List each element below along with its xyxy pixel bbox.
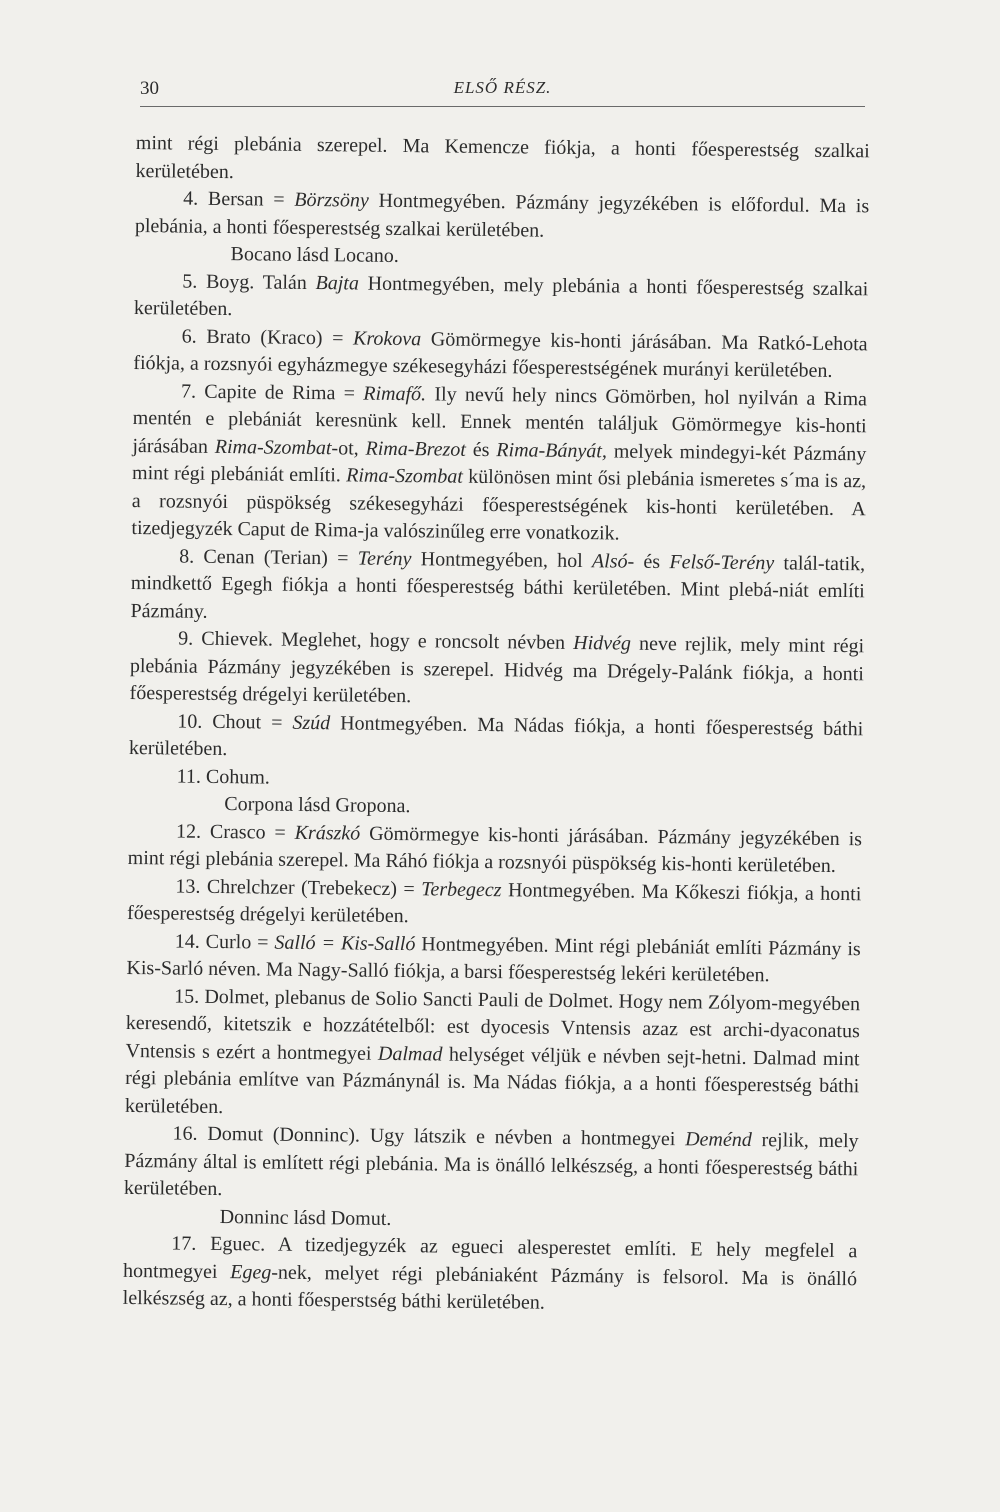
text-run: 9. Chievek. Meglehet, hogy e roncsolt névben — [178, 627, 574, 654]
header-rule — [140, 106, 865, 107]
text-run: Donninc lásd Domut. — [219, 1205, 392, 1230]
text-run: Hontmegyében. Ma Kőkeszi fiókja, a honti főesperestség drégelyi kerületében. — [126, 878, 862, 928]
text-run: Corpona lásd Gropona. — [224, 793, 411, 818]
paragraph — [126, 927, 861, 990]
text-run: 8. Cenan (Terian) = — [179, 545, 358, 570]
text-run: Hontmegyében. Ma Nádas fiókja, a honti főesperestség báthi kerületében. — [128, 711, 864, 761]
text-run: 5. Boyg. Talán — [182, 270, 316, 294]
paragraph — [135, 185, 870, 248]
text-run: Gömörmegye kis-honti járásában. Pázmány jegyzékében is mint régi plebánia szerepel. Ma Ráhó fiókja a rozsnyói püspökség kis-honti kerületében. — [127, 822, 863, 877]
text-run: Gömörmegye kis-honti járásában. Ma Ratkó-Lehota fiókja, a rozsnyói egyházmegye székesegyházi főesperestségének murányi kerületében. — [133, 327, 868, 382]
text-run: és — [634, 550, 670, 573]
italic-place-name: Rima-Bányát, — [496, 438, 608, 462]
paragraph — [127, 872, 862, 935]
italic-place-name: Bajta — [315, 271, 360, 295]
text-run: 4. Bersan = — [183, 187, 295, 211]
text-run: Ily nevű hely nincs Gömörben, hol nyilván a Rima mentén e plebániát keresnünk kell. Ennek mentén találjuk Gömörmegye kis-honti járásában — [132, 382, 868, 458]
text-run: 11. Cohum. — [176, 765, 270, 789]
italic-place-name: Börzsöny — [294, 188, 369, 212]
paragraph — [128, 817, 863, 880]
italic-place-name: Krászkó — [294, 821, 361, 845]
text-run: Hontmegyében. Mint régi plebániát említi Pázmány is Kis-Sarló néven. Ma Nagy-Salló fiókja, a barsi főesperestség lekéri kerületében. — [126, 932, 861, 987]
italic-place-name: Terbegecz — [421, 877, 502, 901]
italic-place-name: Egeg — [230, 1260, 272, 1284]
paragraph — [123, 1230, 858, 1321]
text-run: különösen mint ősi plebánia ismeretes s´ma is az, a rozsnyói püspökség székesegyházi főesperestségének kis-honti kerületében. A tizedjegyzék Caput de Rima-ja valószinűleg erre vonatkozik. — [131, 465, 867, 545]
italic-place-name: Salló = Kis-Salló — [274, 931, 416, 955]
text-run: Hontmegyében, hol — [411, 547, 593, 572]
text-run: Hontmegyében. Pázmány jegyzékében is előfordul. Ma is plebánia, a honti főesperestség szalkai kerületében. — [134, 189, 870, 242]
body-text — [123, 130, 870, 1321]
paragraph — [130, 542, 865, 633]
italic-place-name: Rimafő. — [363, 382, 427, 405]
text-run: Bocano lásd Locano. — [230, 243, 399, 267]
text-run: 17. Eguec. A tizedjegyzék az egueci alesperestet említi. E hely megfelel a hontmegyei — [122, 1232, 858, 1283]
italic-place-name: Rima-Szombat — [214, 435, 332, 459]
italic-place-name: Hidvég — [573, 631, 632, 655]
italic-place-name: Alsó- — [591, 549, 635, 573]
italic-place-name: Felső-Terény — [669, 550, 775, 574]
paragraph — [129, 707, 864, 770]
text-run: mint régi plebánia szerepel. Ma Kemencze fiókja, a honti főesperestség szalkai kerületében. — [135, 131, 870, 183]
text-run: -nek, melyet régi plebániaként Pázmány is felsorol. Ma is önálló lelkészség az, a honti főesperstség báthi kerületében. — [122, 1261, 858, 1314]
text-run: melyek mindegyi-két Pázmány mint régi plebániát említi. — [131, 439, 867, 487]
text-run: rejlik, mely Pázmány által is említett régi plebánia. Ma is önálló lelkészség, a honti főesperestség báthi kerületében. — [123, 1129, 859, 1201]
paragraph — [124, 1120, 859, 1211]
paragraph — [131, 377, 867, 550]
italic-place-name: Dalmad — [377, 1042, 443, 1066]
paragraph — [135, 130, 870, 193]
text-run: 13. Chrelchzer (Trebekecz) = — [175, 874, 422, 900]
text-run: 10. Chout = — [177, 710, 293, 734]
text-run: 6. Brato (Kraco) = — [181, 325, 354, 349]
paragraph — [134, 267, 869, 330]
text-run: 12. Crasco = — [175, 820, 295, 844]
italic-place-name: Krokova — [352, 326, 422, 350]
text-run: 7. Capite de Rima = — [180, 380, 364, 405]
italic-place-name: Deménd — [685, 1128, 752, 1152]
italic-place-name: Rima-Szombat — [346, 464, 463, 488]
paragraph — [125, 982, 861, 1128]
text-run: talál-tatik, mindkettő Egegh fiókja a honti főesperestség báthi kerületében. Mint plebá-niát említi Pázmány. — [130, 551, 866, 623]
text-run: neve rejlik, mely mint régi plebánia Pázmány jegyzékében is szerepel. Hidvég ma Drégely-Palánk fiókja, a honti főesperestség drégelyi kerületében. — [129, 632, 865, 708]
page-number: 30 — [140, 78, 159, 99]
italic-place-name: Szúd — [292, 711, 331, 734]
page-header — [140, 78, 865, 104]
text-run: 15. Dolmet, plebanus de Solio Sancti Pauli de Dolmet. Hogy nem Zólyom-megyében keresendő, kitetszik e hozzátételből: est dyocesis Vntensis azaz est archi-dyaconatus Vntensis s ezért a hontmegyei — [125, 984, 861, 1065]
paragraph — [129, 625, 864, 716]
text-run: helységet véljük e névben sejt-hetni. Dalmad mint régi plebánia említve van Pázmánynál is. Ma Nádas fiókja, a a honti főesperestség báthi kerületében. — [124, 1043, 860, 1118]
text-run: és — [465, 438, 497, 461]
text-run: -ot, — [331, 436, 366, 460]
running-head: ELSŐ RÉSZ. — [453, 78, 552, 97]
italic-place-name: Terény — [357, 547, 412, 570]
text-run: Hontmegyében, mely plebánia a honti főesperestség szalkai kerületében. — [133, 272, 869, 321]
text-run: 16. Domut (Donninc). Ugy látszik e névben a hontmegyei — [172, 1122, 686, 1151]
text-run: 14. Curlo = — [174, 929, 275, 954]
italic-place-name: Rima-Brezot — [365, 437, 467, 461]
paragraph — [133, 322, 868, 385]
